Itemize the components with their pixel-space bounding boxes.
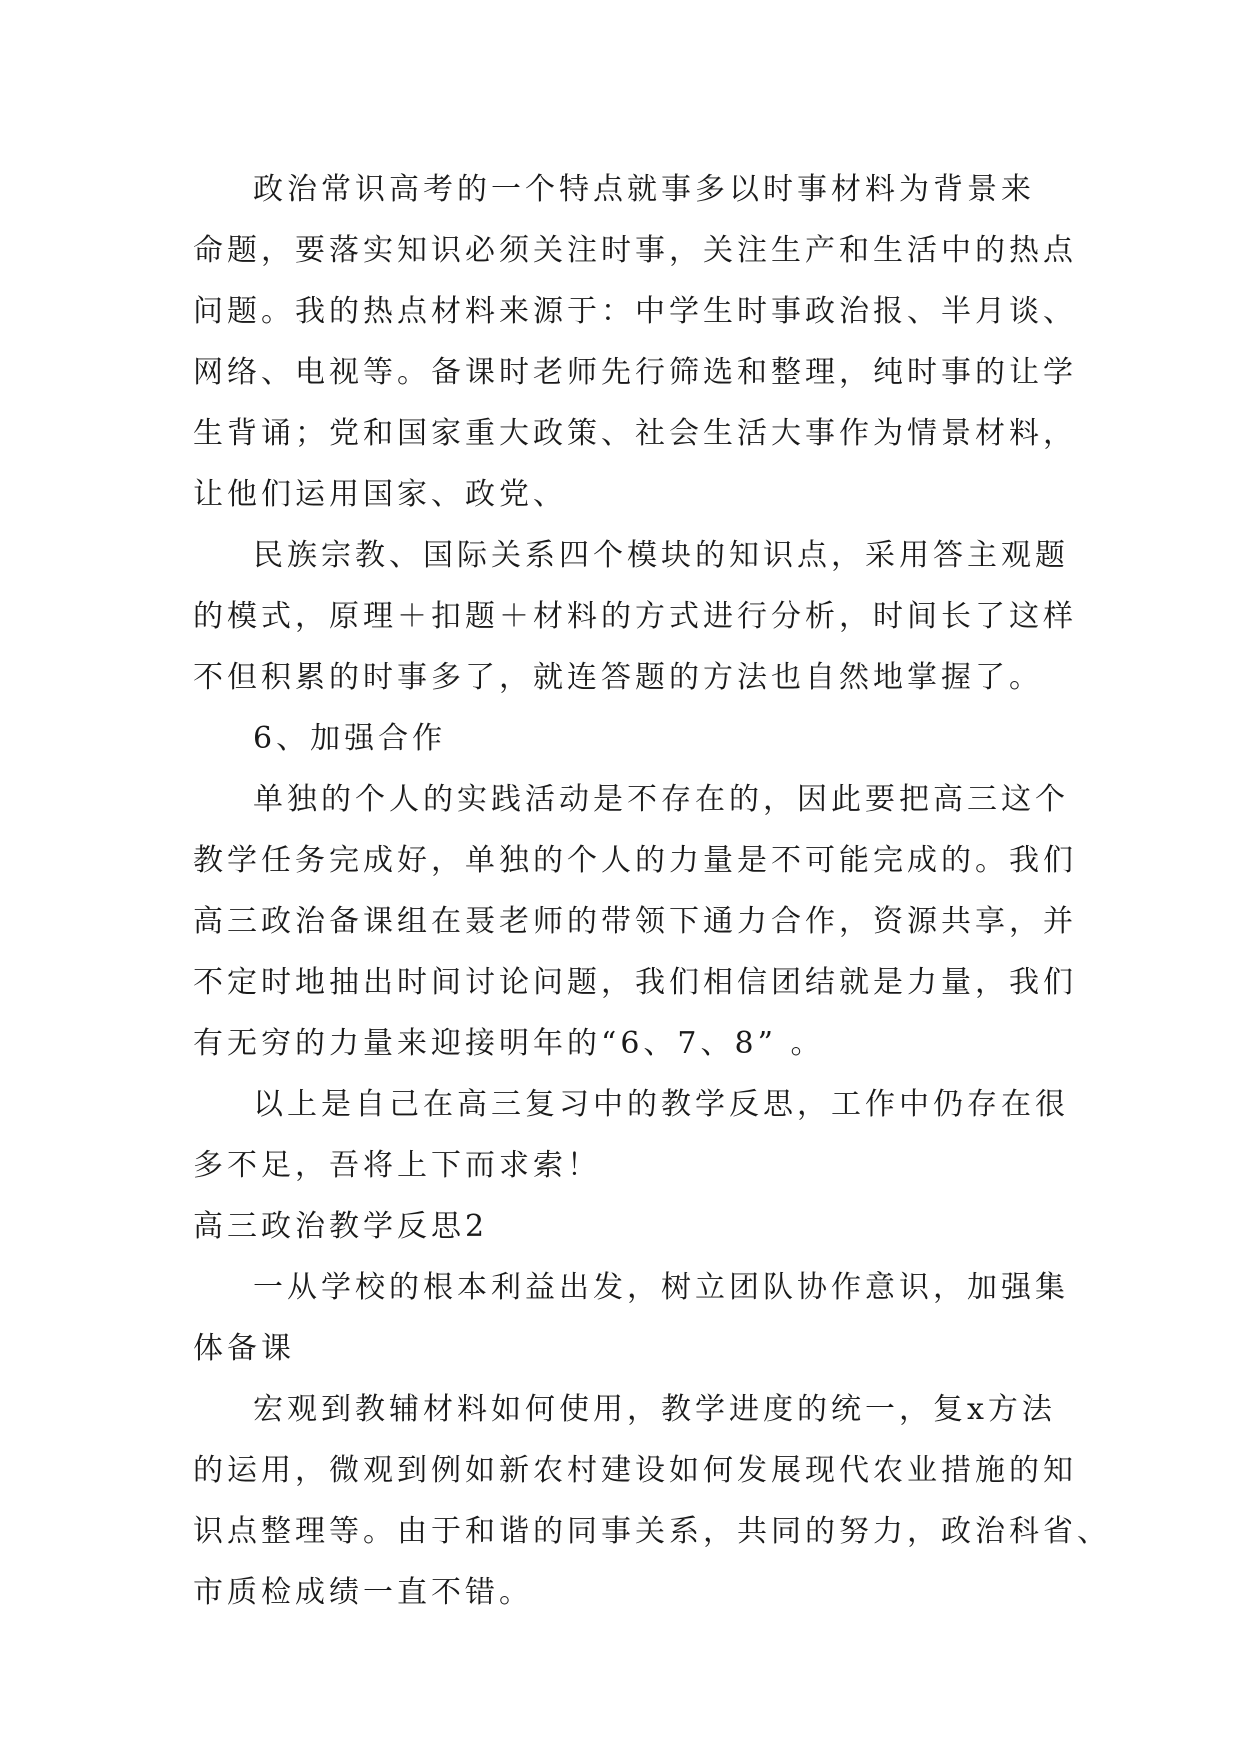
document-body — [193, 159, 1111, 1623]
text-line: 问题。我的热点材料来源于：中学生时事政治报、半月谈、 — [193, 294, 1077, 329]
text-line: 一从学校的根本利益出发，树立团队协作意识，加强集 — [253, 1270, 1069, 1305]
text-line: 教学任务完成好，单独的个人的力量是不可能完成的。我们 — [193, 843, 1077, 878]
text-line: 识点整理等。由于和谐的同事关系，共同的努力，政治科省、 — [193, 1514, 1111, 1549]
document-title: 高三政治教学反思2 — [193, 1209, 489, 1244]
text-line: 让他们运用国家、政党、 — [193, 477, 567, 512]
text-line: 市质检成绩一直不错。 — [193, 1575, 533, 1610]
text-line: 不定时地抽出时间讨论问题，我们相信团结就是力量，我们 — [193, 965, 1077, 1000]
text-line: 不但积累的时事多了，就连答题的方法也自然地掌握了。 — [193, 660, 1043, 695]
text-line: 有无穷的力量来迎接明年的“6、7、8” 。 — [193, 1026, 825, 1061]
text-line: 以上是自己在高三复习中的教学反思，工作中仍存在很 — [253, 1087, 1069, 1122]
text-line: 宏观到教辅材料如何使用，教学进度的统一，复x方法 — [253, 1392, 1056, 1427]
text-line: 生背诵；党和国家重大政策、社会生活大事作为情景材料， — [193, 416, 1077, 451]
text-line: 体备课 — [193, 1331, 295, 1366]
section-heading: 6、加强合作 — [253, 721, 447, 756]
text-line: 民族宗教、国际关系四个模块的知识点，采用答主观题 — [253, 538, 1069, 573]
text-line: 命题，要落实知识必须关注时事，关注生产和生活中的热点 — [193, 233, 1077, 268]
text-line: 高三政治备课组在聂老师的带领下通力合作，资源共享，并 — [193, 904, 1077, 939]
text-line: 的运用，微观到例如新农村建设如何发展现代农业措施的知 — [193, 1453, 1077, 1488]
text-line: 多不足，吾将上下而求索！ — [193, 1148, 601, 1183]
text-line: 网络、电视等。备课时老师先行筛选和整理，纯时事的让学 — [193, 355, 1077, 390]
text-line: 的模式，原理＋扣题＋材料的方式进行分析，时间长了这样 — [193, 599, 1077, 634]
text-line: 政治常识高考的一个特点就事多以时事材料为背景来 — [253, 172, 1035, 207]
text-line: 单独的个人的实践活动是不存在的，因此要把高三这个 — [253, 782, 1069, 817]
